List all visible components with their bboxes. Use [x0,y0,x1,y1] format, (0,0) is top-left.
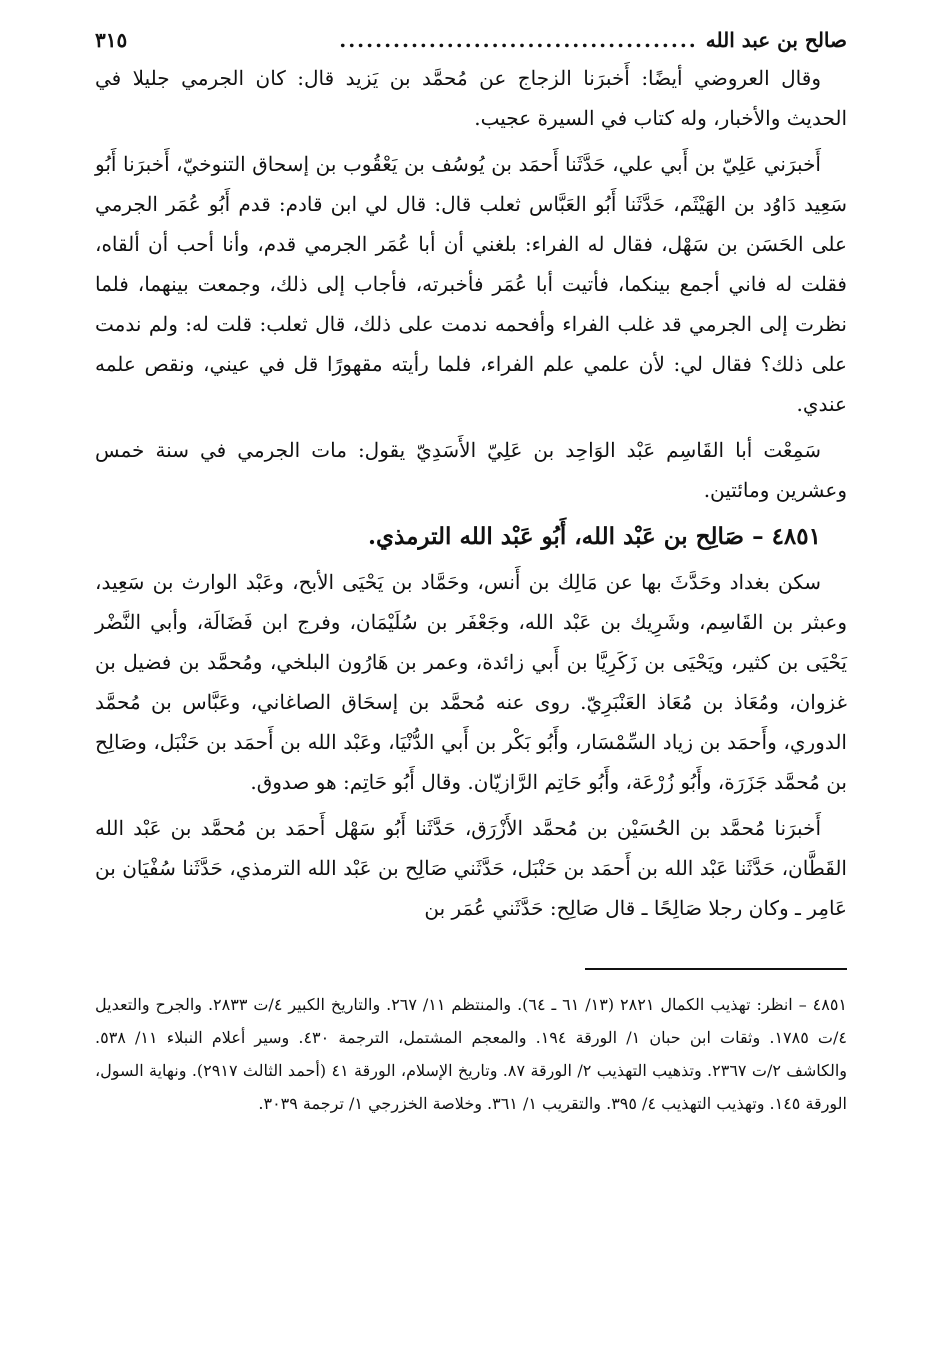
paragraph: أَخبرَني عَلِيّ بن أَبي علي، حَدَّثَنا أَحمَد بن يُوسُف بن يَعْقُوب بن إسحاق التنوخيّ، أَخبرَنا أَبُو سَعِيد دَاوُد بن الهَيْثَم، حَدَّثَنا أَبُو العَبَّاس ثعلب قال: قال لي ابن قادم: قدم أَبُو عُمَر الجرمي على الحَسَن بن سَهْل، فقال له الفراء: بلغني أن أبا عُمَر الجرمي قدم، وأنا أحب أن ألقاه، فقلت له فاني أجمع بينكما، فأتيت أبا عُمَر فأخبرته، فأجاب إلى ذلك، وجمعت بينهما، فلما نظرت إلى الجرمي قد غلب الفراء وأفحمه ندمت على ذلك، قال ثعلب: قلت له: ولم ندمت على ذلك؟ فقال لي: لأن علمي علم الفراء، فلما رأيته مقهورًا قل في عيني، ونقص علمه عندي. [95,152,847,416]
page-number: ٣١٥ [95,28,128,52]
paragraph: سكن بغداد وحَدَّثَ بها عن مَالِك بن أَنس، وحَمَّاد بن يَحْيَى الأبح، وعَبْد الوارث بن سَعِيد، وعبثر بن القَاسِم، وشَرِيك بن عَبْد الله، وجَعْفَر بن سُلَيْمَان، وفرج ابن فَضَالَة، وأبي النَّضْر يَحْيَى بن كثير، ويَحْيَى بن زَكَرِيَّا بن أَبي زائدة، وعمر بن هَارُون البلخي، ومُحمَّد بن فضيل بن غزوان، ومُعَاذ بن مُعَاذ العَنْبَرِيّ. روى عنه مُحمَّد بن إسحَاق الصاغاني، وعَبَّاس بن مُحمَّد الدوري، وأَحمَد بن زياد السِّمْسَار، وأَبُو بَكْر بن أَبي الدُّنْيَا، وعَبْد الله بن أَحمَد بن حَنْبَل، وصَالِح بن مُحمَّد جَزَرَة، وأَبُو زُرْعَة، وأَبُو حَاتِم الرَّازيّان. وقال أَبُو حَاتِم: هو صدوق. [95,570,847,794]
entry-heading: ٤٨٥١ – صَالِح بن عَبْد الله، أَبُو عَبْد الله الترمذي. [368,523,821,550]
running-title: صالح بن عبد الله [705,28,847,52]
footnote: ٤٨٥١ – انظر: تهذيب الكمال ٢٨٢١ (١٣/ ٦١ ـ ٦٤). والمنتظم ١١/ ٢٦٧. والتاريخ الكبير ٤/ت ٢٨٣٣. والجرح والتعديل ٤/ت ١٧٨٥. وثقات ابن حبان ١/ الورقة ١٩٤. والمعجم المشتمل، الترجمة ٤٣٠. وسير أعلام النبلاء ١١/ ٥٣٨. والكاشف ٢/ت ٢٣٦٧. وتذهيب التهذيب ٢/ الورقة ٨٧. وتاريخ الإسلام، الورقة ٤١ (أحمد الثالث ٢٩١٧). ونهاية السول، الورقة ١٤٥. وتهذيب التهذيب ٤/ ٣٩٥. والتقريب ١/ ٣٦١. وخلاصة الخزرجي ١/ ترجمة ٣٠٣٩. [95,995,848,1113]
book-page [95,22,847,1120]
running-header [95,22,847,58]
paragraph: أَخبرَنا مُحمَّد بن الحُسَيْن بن مُحمَّد الأَزْرَق، حَدَّثَنا أَبُو سَهْل أَحمَد بن مُحمَّد بن عَبْد الله القَطَّان، حَدَّثَنا عَبْد الله بن أَحمَد بن حَنْبَل، حَدَّثَني صَالِح بن عَبْد الله الترمذي، حَدَّثَنا سُفْيَان بن عَامِر ـ وكان رجلا صَالِحًا ـ قال صَالِح: حَدَّثَني عُمَر بن [95,816,847,920]
dot-leader: ........................................ [339,28,698,52]
footnote-rule [585,968,847,970]
main-text [95,58,847,928]
paragraph: سَمِعْت أبا القَاسِم عَبْد الوَاحِد بن عَلِيّ الأَسَدِيّ يقول: مات الجرمي في سنة خمس وعشرين ومائتين. [95,438,847,502]
paragraph: وقال العروضي أيضًا: أَخبرَنا الزجاج عن مُحمَّد بن يَزيد قال: كان الجرمي جليلا في الحديث والأخبار، وله كتاب في السيرة عجيب. [95,66,847,130]
